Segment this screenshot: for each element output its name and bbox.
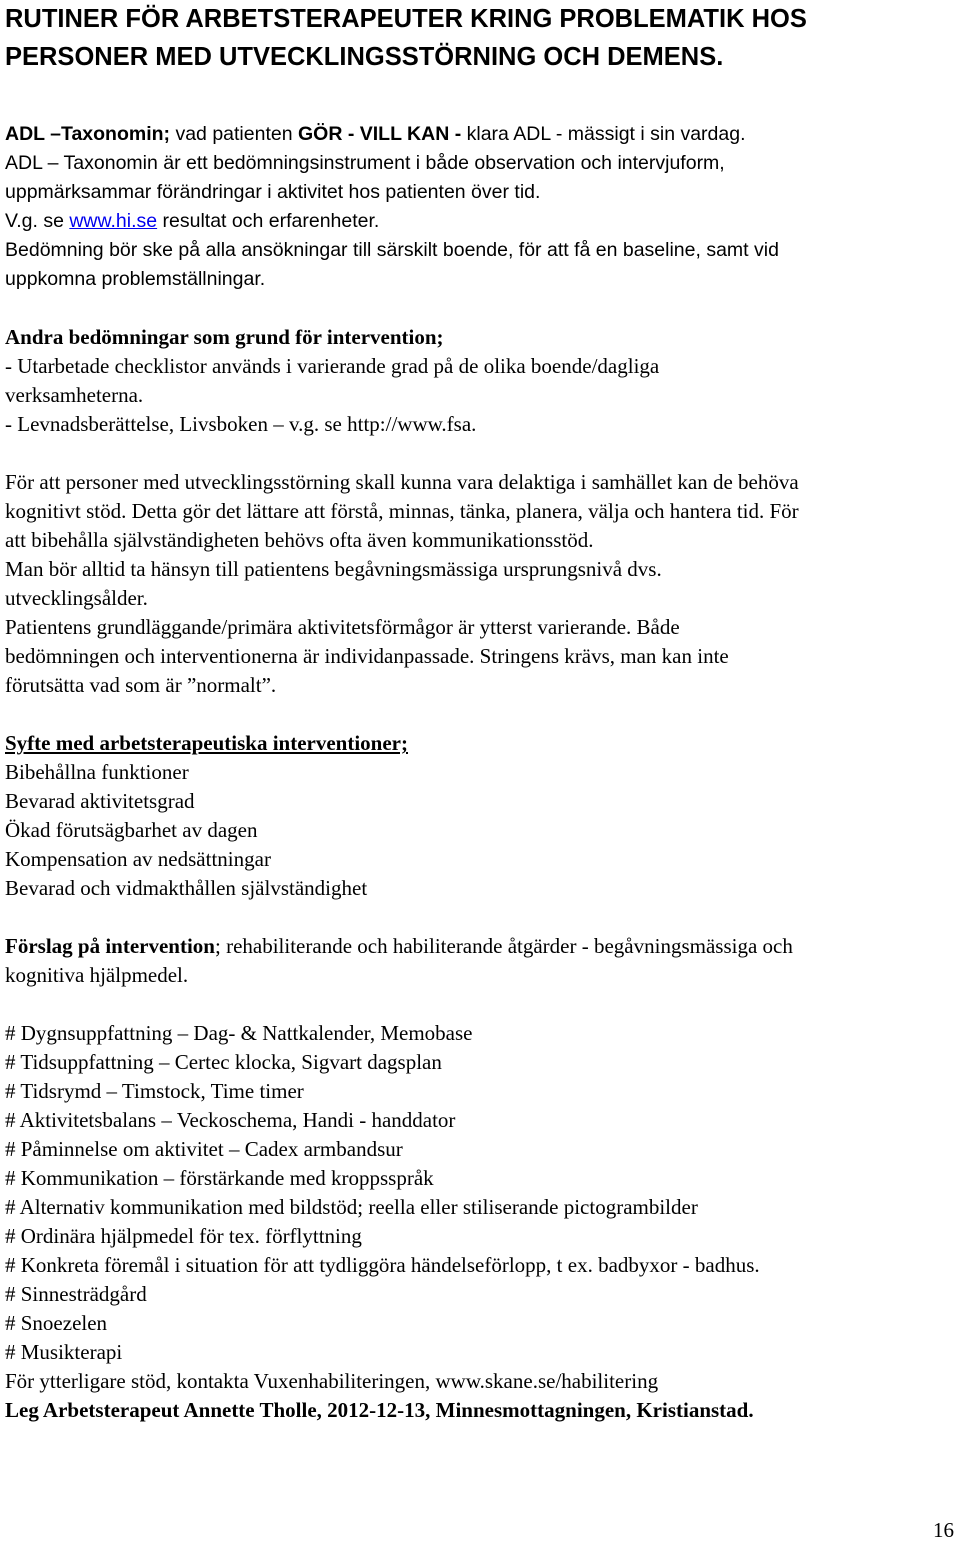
syfte-item: Kompensation av nedsättningar xyxy=(5,847,271,871)
list-item: # Snoezelen xyxy=(5,1311,108,1335)
adl-line-6: uppkomna problemställningar. xyxy=(5,268,266,290)
contact-line: För ytterligare stöd, kontakta Vuxenhabiliteringen, www.skane.se/habilitering xyxy=(5,1369,659,1393)
list-item: # Påminnelse om aktivitet – Cadex armbandsur xyxy=(5,1137,403,1161)
para-line-2: kognitivt stöd. Detta gör det lättare att förstå, minnas, tänka, planera, välja och hantera tid. För xyxy=(5,499,799,523)
syfte-item: Ökad förutsägbarhet av dagen xyxy=(5,818,258,842)
para-line-5: utvecklingsålder. xyxy=(5,586,148,610)
para-line-8: förutsätta vad som är ”normalt”. xyxy=(5,673,277,697)
adl-bold-verbs: GÖR - VILL KAN - xyxy=(297,123,462,145)
adl-line-2: ADL – Taxonomin är ett bedömningsinstrument i både observation och intervjuform, xyxy=(5,152,725,174)
list-item: # Tidsrymd – Timstock, Time timer xyxy=(5,1079,304,1103)
list-item: # Ordinära hjälpmedel för tex. förflyttning xyxy=(5,1224,362,1248)
main-paragraph xyxy=(5,468,955,700)
andra-heading: Andra bedömningar som grund för intervention; xyxy=(5,325,444,349)
forslag-rest: ; rehabiliterande och habiliterande åtgärder - begåvningsmässiga och xyxy=(215,934,793,958)
intervention-list xyxy=(5,1019,955,1367)
syfte-heading: Syfte med arbetsterapeutiska interventioner; xyxy=(5,731,408,755)
adl-line-5: Bedömning bör ske på alla ansökningar till särskilt boende, för att få en baseline, samt vid xyxy=(5,239,779,261)
para-line-4: Man bör alltid ta hänsyn till patientens begåvningsmässiga ursprungsnivå dvs. xyxy=(5,557,662,581)
syfte-item: Bibehållna funktioner xyxy=(5,760,189,784)
page-number: 16 xyxy=(933,1518,954,1542)
list-item: # Alternativ kommunikation med bildstöd; reella eller stiliserande pictogrambilder xyxy=(5,1195,698,1219)
forslag-section xyxy=(5,932,955,990)
signature-line: Leg Arbetsterapeut Annette Tholle, 2012-12-13, Minnesmottagningen, Kristianstad. xyxy=(5,1398,754,1422)
para-line-7: bedömningen och interventionerna är individanpassade. Stringens krävs, man kan inte xyxy=(5,644,729,668)
document-title xyxy=(5,0,955,76)
andra-line-1: - Utarbetade checklistor används i varierande grad på de olika boende/dagliga xyxy=(5,354,660,378)
list-item: # Musikterapi xyxy=(5,1340,123,1364)
syfte-item: Bevarad aktivitetsgrad xyxy=(5,789,195,813)
document-page xyxy=(5,0,955,1425)
list-item: # Kommunikation – förstärkande med kroppsspråk xyxy=(5,1166,434,1190)
title-line-1: RUTINER FÖR ARBETSTERAPEUTER KRING PROBLEMATIK HOS xyxy=(5,5,807,33)
list-item: # Konkreta föremål i situation för att tydliggöra händelseförlopp, t ex. badbyxor - badhus. xyxy=(5,1253,760,1277)
list-item: # Dygnsuppfattning – Dag- & Nattkalender, Memobase xyxy=(5,1021,473,1045)
adl-line-4-pre: V.g. se xyxy=(5,210,70,232)
syfte-item: Bevarad och vidmakthållen självständighet xyxy=(5,876,368,900)
adl-line-4 xyxy=(5,207,955,236)
adl-line-4-post: resultat och erfarenheter. xyxy=(157,210,380,232)
list-item: # Tidsuppfattning – Certec klocka, Sigvart dagsplan xyxy=(5,1050,442,1074)
forslag-heading: Förslag på intervention xyxy=(5,934,215,958)
adl-line-3: uppmärksammar förändringar i aktivitet hos patienten över tid. xyxy=(5,181,541,203)
andra-line-3: - Levnadsberättelse, Livsboken – v.g. se http://www.fsa. xyxy=(5,412,477,436)
para-line-3: att bibehålla självständigheten behövs ofta även kommunikationsstöd. xyxy=(5,528,594,552)
adl-lead-b: klara ADL - mässigt i sin vardag. xyxy=(461,123,746,145)
adl-section xyxy=(5,120,955,294)
list-item: # Sinnesträdgård xyxy=(5,1282,147,1306)
adl-bold-lead: ADL –Taxonomin; xyxy=(5,123,171,145)
forslag-line-2: kognitiva hjälpmedel. xyxy=(5,963,189,987)
syfte-section xyxy=(5,729,955,903)
adl-lead-line xyxy=(5,120,955,149)
title-line-2: PERSONER MED UTVECKLINGSSTÖRNING OCH DEMENS. xyxy=(5,43,724,71)
list-item: # Aktivitetsbalans – Veckoschema, Handi - handdator xyxy=(5,1108,456,1132)
para-line-6: Patientens grundläggande/primära aktivitetsförmågor är ytterst varierande. Både xyxy=(5,615,680,639)
forslag-line-1 xyxy=(5,932,955,961)
adl-lead-a: vad patienten xyxy=(170,123,298,145)
hi-se-link[interactable]: www.hi.se xyxy=(69,210,158,232)
andra-line-2: verksamheterna. xyxy=(5,383,144,407)
para-line-1: För att personer med utvecklingsstörning skall kunna vara delaktiga i samhället kan de behöva xyxy=(5,470,799,494)
andra-section xyxy=(5,323,955,439)
